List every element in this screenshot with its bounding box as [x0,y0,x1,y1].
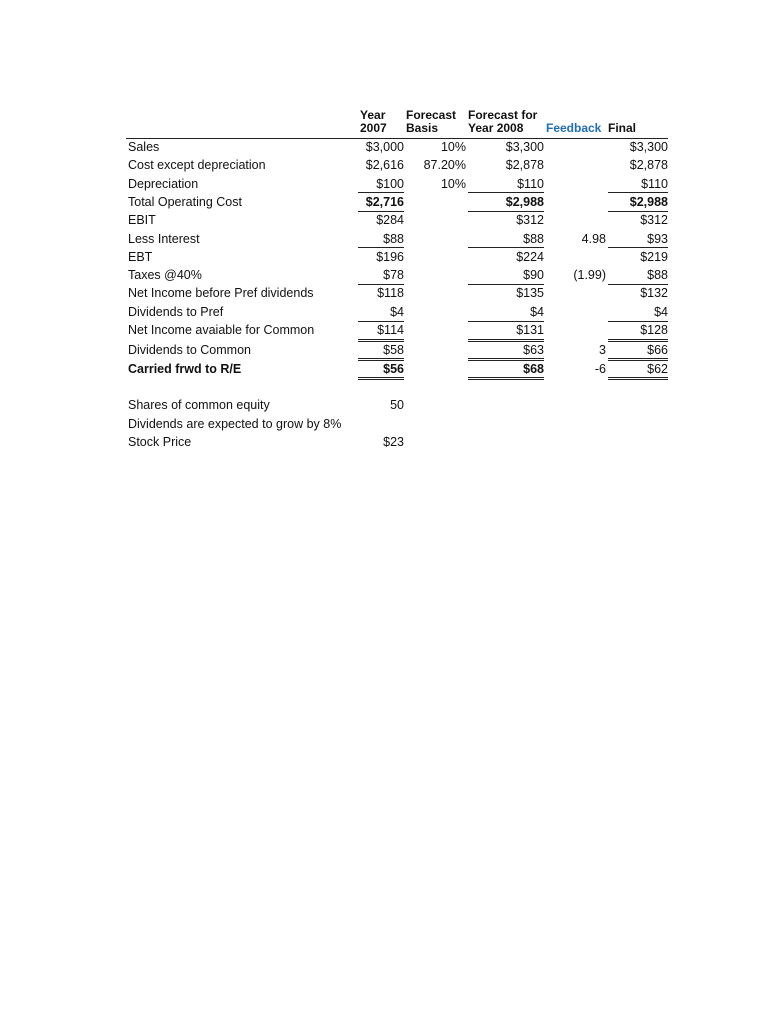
cell-forecast-2008: $110 [517,176,544,191]
row-label: EBIT [128,213,156,228]
header-forecast-2008 [468,109,537,135]
cell-forecast-basis [406,321,466,339]
double-rule [358,377,404,378]
cell-feedback [546,211,606,229]
cell-final: $4 [654,304,668,319]
row-label: Total Operating Cost [128,194,242,209]
cell-forecast-2008: $68 [523,361,544,376]
note-value [358,415,404,434]
cell-forecast-basis [406,284,466,302]
note-value: $23 [383,435,404,449]
cell-feedback: (1.99) [573,268,606,283]
row-dividends-to-common [0,341,768,359]
double-rule [358,358,404,359]
cell-year-2007: $4 [390,304,404,319]
cell-forecast-basis: 10% [440,176,466,191]
cell-year-2007: $3,000 [365,140,404,154]
cell-forecast-basis [406,193,466,211]
cell-forecast-basis [406,360,466,378]
double-rule [608,377,668,378]
cell-forecast-basis: 87.20% [423,158,466,173]
header-feedback-label: Feedback [546,121,602,135]
row-label: Cost except depreciation [128,158,266,173]
cell-year-2007: $58 [383,342,404,357]
cell-forecast-2008: $135 [516,286,544,301]
cell-forecast-2008: $90 [523,268,544,283]
row-label: EBT [128,249,153,264]
cell-year-2007: $114 [377,323,404,337]
double-rule [358,379,404,380]
header-forecast-basis [406,109,456,135]
cell-feedback [546,138,606,156]
cell-forecast-2008: $2,878 [505,158,544,173]
header-year-2007 [360,109,387,135]
note-stock-price [0,433,768,452]
note-label: Stock Price [128,435,192,449]
double-rule [608,339,668,340]
cell-forecast-2008: $4 [530,304,544,319]
row-label: Sales [128,140,160,154]
header-forecast-basis-line2: Basis [406,121,439,135]
cell-year-2007: $88 [383,231,404,246]
double-rule [608,379,668,380]
header-forecast-2008-line1: Forecast for [468,108,538,122]
header-feedback [546,122,601,135]
cell-year-2007: $118 [377,286,404,301]
cell-final: $132 [640,286,668,301]
double-rule [468,379,544,380]
header-forecast-2008-line2: Year 2008 [468,121,524,135]
cell-final: $93 [647,231,668,246]
cell-forecast-basis [406,211,466,229]
cell-feedback: 4.98 [581,231,606,246]
cell-final: $3,300 [629,140,668,154]
row-dividends-to-pref [0,303,768,321]
row-net-income-for-common [0,321,768,339]
cell-final: $2,988 [629,194,668,209]
cell-feedback [546,303,606,321]
cell-forecast-basis [406,230,466,248]
row-sales [0,138,768,156]
cell-feedback: -6 [594,361,606,376]
cell-final: $2,878 [629,158,668,173]
cell-final: $312 [640,213,668,228]
cell-forecast-2008: $3,300 [505,140,544,154]
cell-forecast-basis: 10% [440,140,466,154]
note-label: Dividends are expected to grow by 8% [128,416,342,431]
cell-feedback [546,321,606,339]
cell-final: $66 [647,342,668,357]
cell-forecast-2008: $2,988 [505,194,544,209]
cell-feedback: 3 [599,342,606,357]
row-ebt [0,248,768,266]
row-taxes [0,266,768,284]
cell-feedback [546,284,606,302]
cell-forecast-basis [406,266,466,284]
row-label: Depreciation [128,176,199,191]
cell-year-2007: $100 [376,176,404,191]
cell-year-2007: $196 [376,249,404,264]
cell-feedback [546,156,606,174]
header-forecast-basis-line1: Forecast [406,108,457,122]
cell-forecast-basis [406,248,466,266]
header-final [608,122,636,135]
cell-final: $62 [647,361,668,376]
row-label: Net Income before Pref dividends [128,286,314,301]
row-label: Net Income avaiable for Common [128,323,315,337]
header-year-2007-line1: Year [360,108,386,122]
row-cost-except-depreciation [0,156,768,174]
cell-final: $110 [641,176,668,191]
cell-feedback [546,193,606,211]
cell-forecast-2008: $224 [516,249,544,264]
cell-forecast-2008: $131 [516,323,544,337]
cell-feedback [546,175,606,193]
header-final-label: Final [608,121,637,135]
row-label: Carried frwd to R/E [128,361,242,376]
header-year-2007-line2: 2007 [360,121,387,135]
row-carried-forward [0,360,768,378]
cell-forecast-2008: $88 [523,231,544,246]
cell-year-2007: $56 [383,361,404,376]
cell-final: $88 [647,268,668,283]
row-label: Dividends to Pref [128,304,224,319]
note-dividend-growth [0,415,768,434]
row-label: Less Interest [128,231,200,246]
row-depreciation [0,175,768,193]
row-label: Taxes @40% [128,268,202,283]
cell-year-2007: $284 [376,213,404,228]
note-value: 50 [390,398,404,412]
row-label: Dividends to Common [128,342,251,357]
note-label: Shares of common equity [128,398,270,412]
cell-year-2007: $2,616 [365,158,404,173]
cell-final: $128 [640,323,668,337]
cell-forecast-2008: $63 [523,342,544,357]
double-rule [468,377,544,378]
cell-year-2007: $2,716 [365,194,404,209]
double-rule [358,339,404,340]
double-rule [608,358,668,359]
cell-forecast-2008: $312 [516,213,544,228]
row-total-operating-cost [0,193,768,211]
cell-year-2007: $78 [383,268,404,283]
row-less-interest [0,230,768,248]
cell-forecast-basis [406,341,466,359]
row-ebit [0,211,768,229]
note-shares-common-equity [0,396,768,415]
double-rule [468,358,544,359]
cell-feedback [546,248,606,266]
double-rule [468,339,544,340]
cell-final: $219 [640,249,668,264]
row-net-income-before-pref [0,284,768,302]
cell-forecast-basis [406,303,466,321]
